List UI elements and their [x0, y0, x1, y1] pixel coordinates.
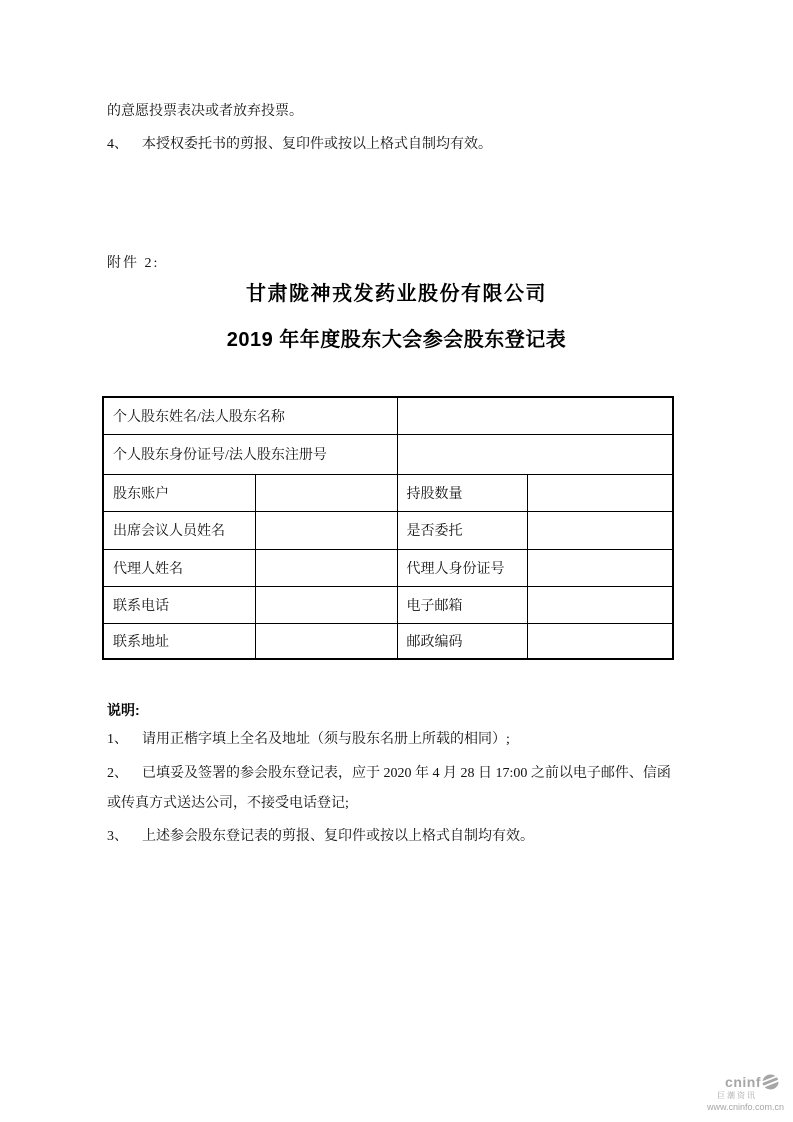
table-row-account-shares: [103, 474, 673, 511]
field-value-shareholder-id: [397, 434, 673, 474]
cninfo-swirl-icon: [762, 1074, 779, 1090]
field-label-zip: 邮政编码: [397, 623, 527, 659]
company-title: 甘肃陇神戎发药业股份有限公司: [246, 283, 547, 305]
field-value-shareholder-account: [255, 474, 397, 511]
note-item-2-continuation: 或传真方式送达公司，不接受电话登记;: [107, 796, 349, 811]
field-value-shareholder-name: [397, 397, 673, 434]
table-row-agent: [103, 549, 673, 586]
cninfo-brand-text: cninf: [725, 1074, 761, 1090]
field-value-shares-held: [527, 474, 673, 511]
note-item-2: [107, 764, 671, 784]
field-label-address: 联系地址: [103, 623, 255, 659]
item-number: 4、: [107, 137, 128, 152]
field-value-phone: [255, 586, 397, 623]
note-item-1: [107, 730, 510, 750]
item-number: 3、: [107, 829, 128, 844]
item-number: 1、: [107, 732, 128, 747]
field-label-shareholder-id: 个人股东身份证号/法人股东注册号: [103, 434, 397, 474]
field-value-agent-name: [255, 549, 397, 586]
item-text: 本授权委托书的剪报、复印件或按以上格式自制均有效。: [142, 137, 492, 152]
item-text: 请用正楷字填上全名及地址（须与股东名册上所载的相同）;: [142, 732, 510, 747]
notes-heading: 说明:: [107, 702, 140, 718]
table-row-attendee-proxy: [103, 511, 673, 549]
table-row-shareholder-name: [103, 397, 673, 434]
field-label-email: 电子邮箱: [397, 586, 527, 623]
attachment-label: 附件 2:: [107, 256, 160, 271]
field-value-zip: [527, 623, 673, 659]
field-value-is-proxy: [527, 511, 673, 549]
table-row-shareholder-id: [103, 434, 673, 474]
field-value-address: [255, 623, 397, 659]
table-row-address-zip: [103, 623, 673, 659]
intro-item-4: [107, 135, 492, 155]
note-item-3: [107, 827, 534, 847]
item-number: 2、: [107, 766, 128, 781]
field-label-agent-id: 代理人身份证号: [397, 549, 527, 586]
intro-continuation-line: 的意愿投票表决或者放弃投票。: [107, 104, 303, 119]
field-label-shareholder-account: 股东账户: [103, 474, 255, 511]
cninfo-url: www.cninfo.com.cn: [707, 1102, 785, 1112]
registration-table: [102, 396, 674, 660]
field-value-attendee-name: [255, 511, 397, 549]
field-label-shareholder-name: 个人股东姓名/法人股东名称: [103, 397, 397, 434]
form-title: 2019 年年度股东大会参会股东登记表: [226, 329, 567, 351]
item-text: 已填妥及签署的参会股东登记表，应于 2020 年 4 月 28 日 17:00 之前以电子邮件、信函: [142, 766, 671, 781]
field-label-phone: 联系电话: [103, 586, 255, 623]
field-label-agent-name: 代理人姓名: [103, 549, 255, 586]
field-label-attendee-name: 出席会议人员姓名: [103, 511, 255, 549]
field-value-email: [527, 586, 673, 623]
table-row-phone-email: [103, 586, 673, 623]
field-label-shares-held: 持股数量: [397, 474, 527, 511]
cninfo-chinese-name: 巨潮资讯: [717, 1091, 757, 1100]
field-value-agent-id: [527, 549, 673, 586]
field-label-is-proxy: 是否委托: [397, 511, 527, 549]
item-text: 上述参会股东登记表的剪报、复印件或按以上格式自制均有效。: [142, 829, 534, 844]
cninfo-watermark: [707, 1074, 785, 1112]
